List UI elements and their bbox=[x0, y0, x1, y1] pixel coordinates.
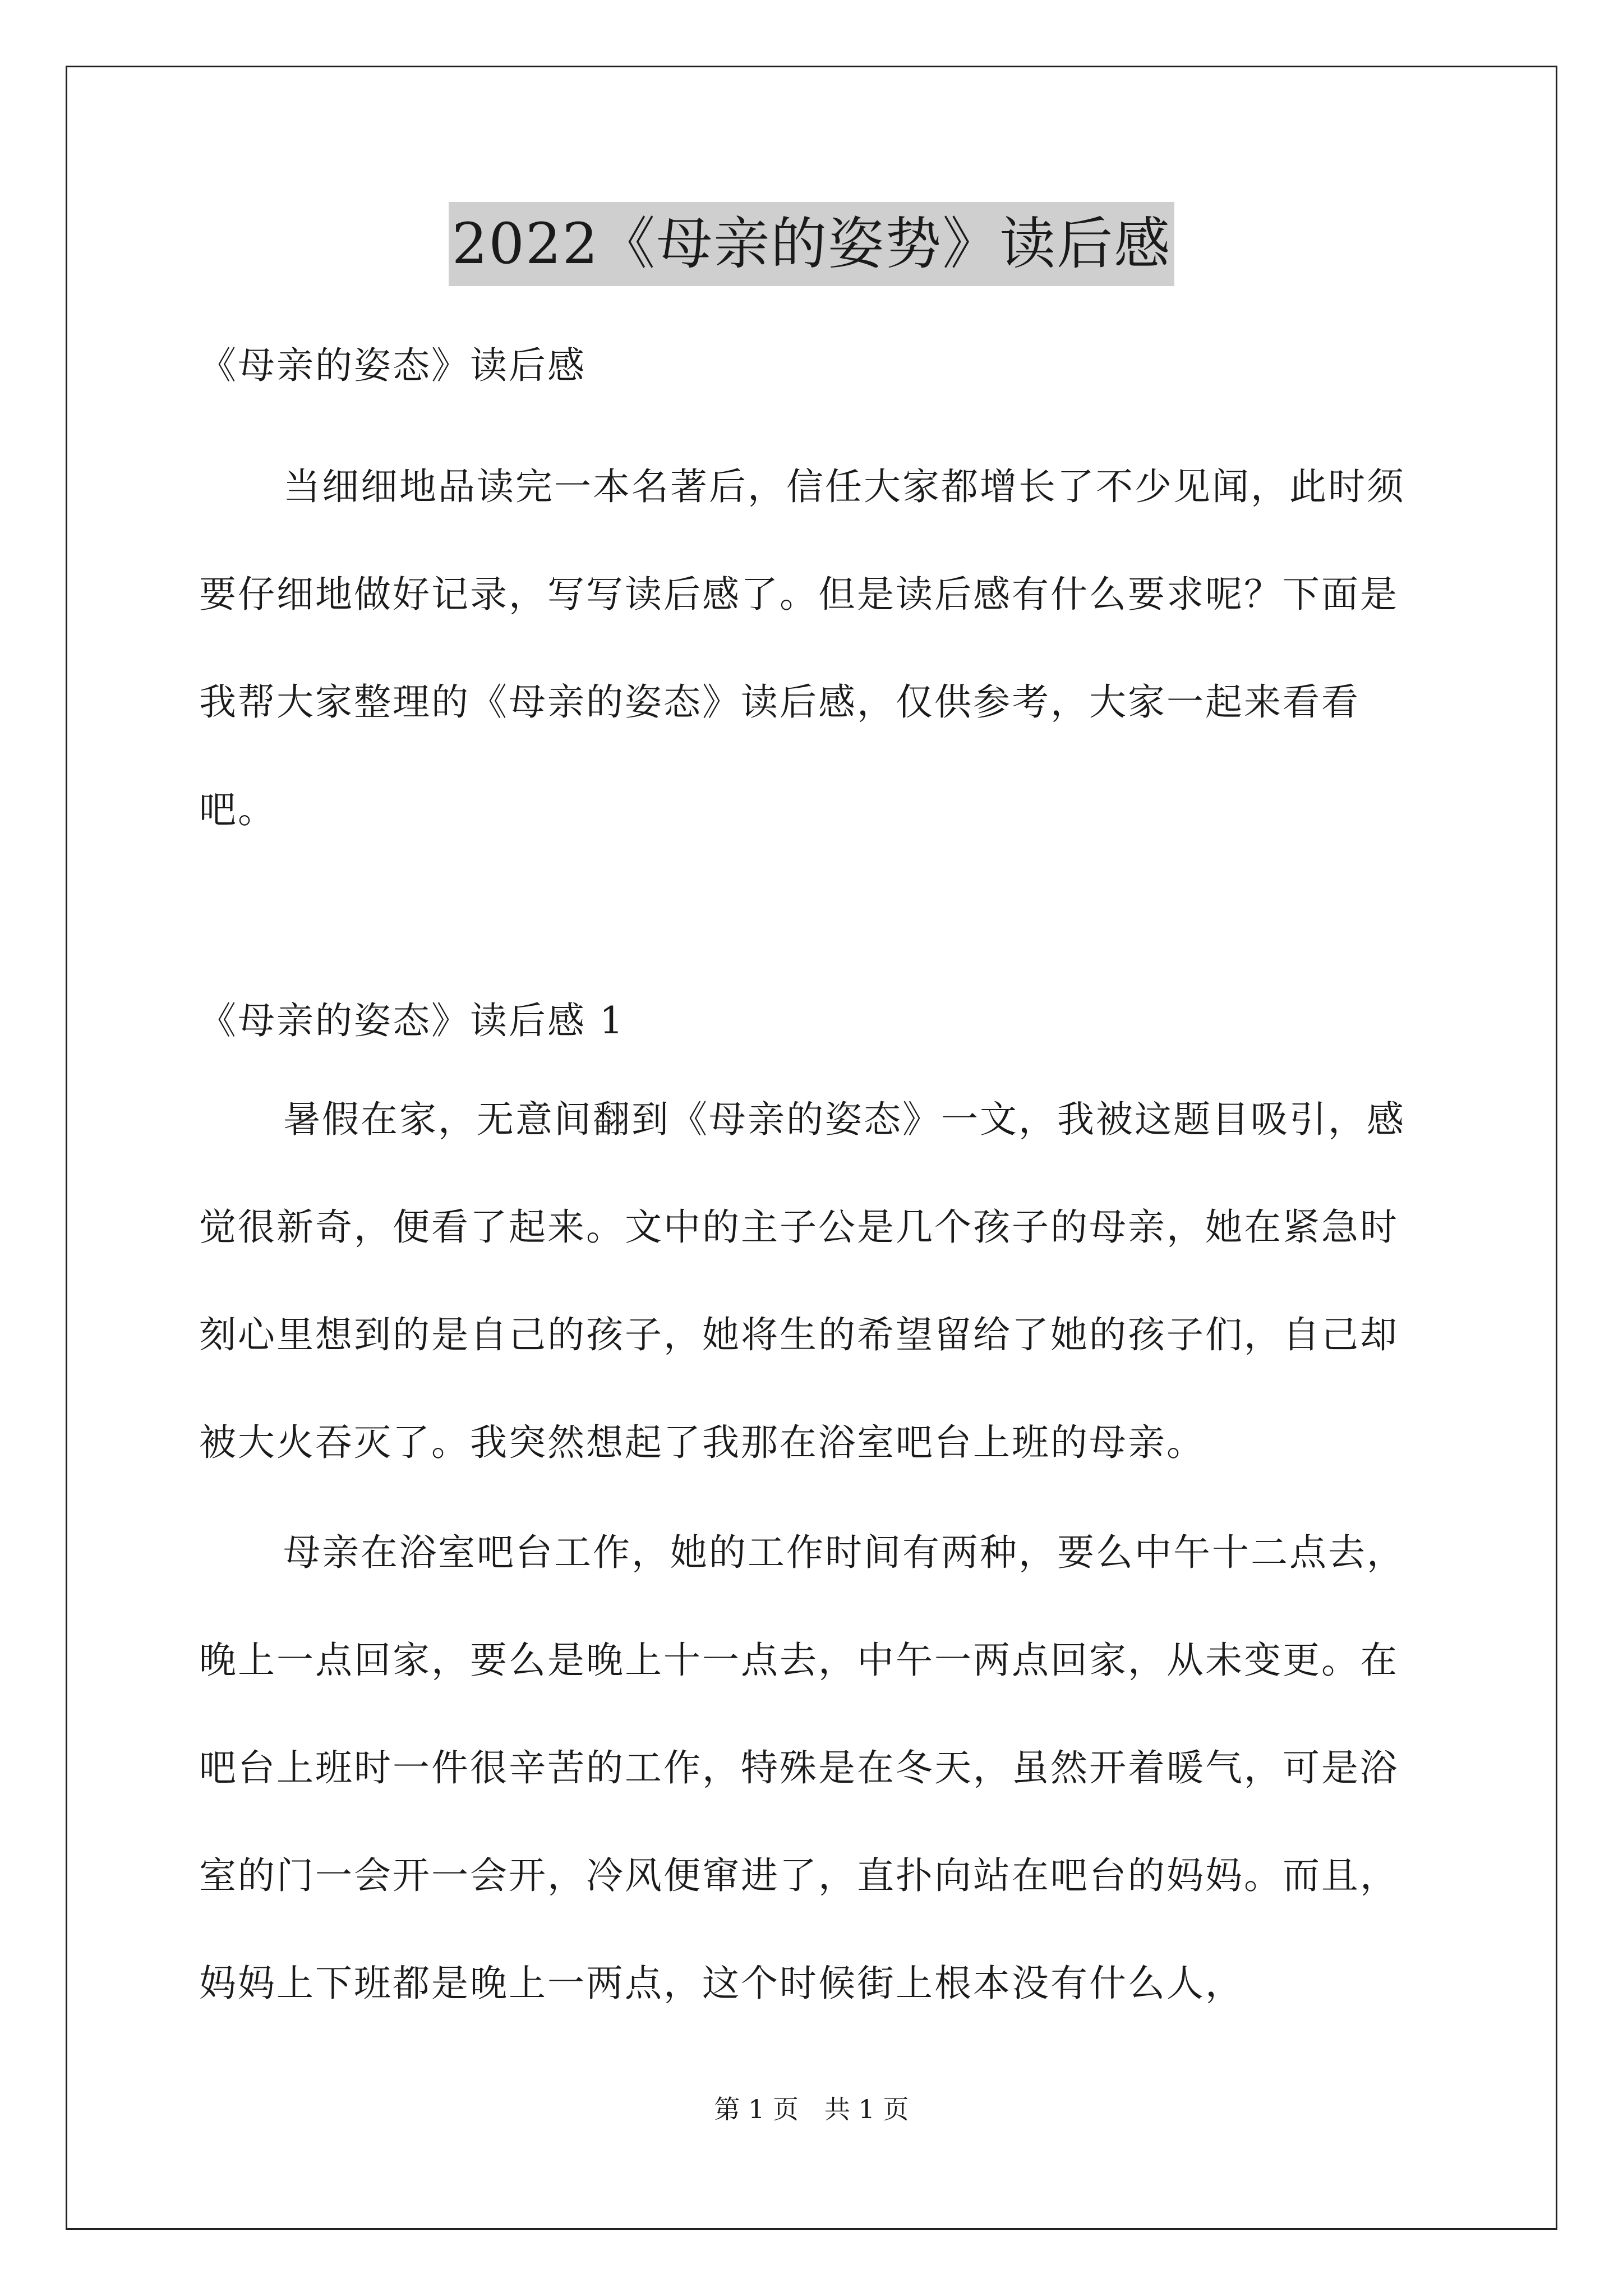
document-title: 2022《母亲的姿势》读后感 bbox=[449, 202, 1175, 286]
body-paragraph-1: 暑假在家，无意间翻到《母亲的姿态》一文，我被这题目吸引，感觉很新奇，便看了起来。文中的主子公是几个孩子的母亲，她在紧急时刻心里想到的是自己的孩子，她将生的希望留给了她的孩子们，自己却被大火吞灭了。我突然想起了我那在浴室吧台上班的母亲。 bbox=[199, 1098, 1405, 1464]
section-heading: 《母亲的姿态》读后感 1 bbox=[199, 999, 625, 1042]
page-footer: 第 1 页 共 1 页 bbox=[714, 2094, 909, 2124]
intro-paragraph: 当细细地品读完一本名著后，信任大家都增长了不少见闻，此时须要仔细地做好记录，写写读后感了。但是读后感有什么要求呢？下面是我帮大家整理的《母亲的姿态》读后感，仅供参考，大家一起来看看吧。 bbox=[199, 465, 1405, 831]
document-subtitle: 《母亲的姿态》读后感 bbox=[199, 344, 586, 387]
title-container bbox=[0, 202, 1623, 286]
body-paragraph-2: 母亲在浴室吧台工作，她的工作时间有两种，要么中午十二点去，晚上一点回家，要么是晚上十一点去，中午一两点回家，从未变更。在吧台上班时一件很辛苦的工作，特殊是在冬天，虽然开着暖气，可是浴室的门一会开一会开，冷风便窜进了，直扑向站在吧台的妈妈。而且，妈妈上下班都是晚上一两点，这个时候街上根本没有什么人， bbox=[199, 1531, 1405, 2005]
